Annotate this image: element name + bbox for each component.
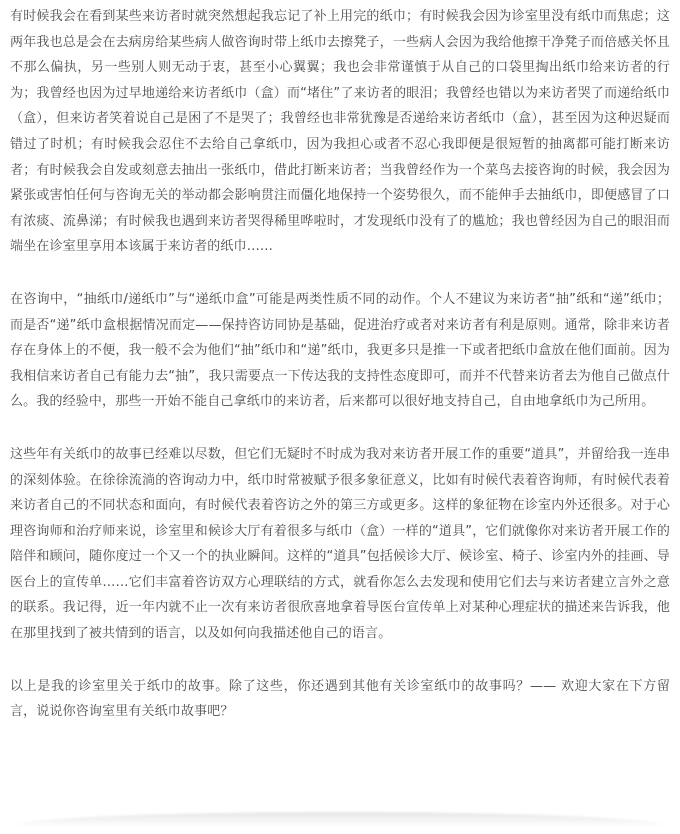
article-body — [10, 4, 670, 725]
paragraph-therapy-props: 这些年有关纸巾的故事已经难以尽数，但它们无疑时不时成为我对来访者开展工作的重要“道具”，并留给我一连串的深刻体验。在徐徐流淌的咨询动力中，纸巾时常被赋予很多象征意义，比如有时候代表着咨询师，有时候代表着来访者自己的不同状态和面向，有时候代表着咨访之外的第三方或更多。这样的象征物在诊室内外还很多。对于心理咨询师和治疗师来说，诊室里和候诊大厅有着很多与纸巾（盒）一样的“道具”，它们就像你对来访者开展工作的陪伴和顾问，随你度过一个又一个的执业瞬间。这样的“道具”包括候诊大厅、候诊室、椅子、诊室内外的挂画、导医台上的宣传单……它们丰富着咨访双方心理联结的方式，就看你怎么去发现和使用它们去与来访者建立言外之意的联系。我记得，近一年内就不止一次有来访者很欣喜地拿着导医台宣传单上对某种心理症状的描述来告诉我，他在那里找到了被共情到的语言，以及如何向我描述他自己的语言。 — [10, 446, 670, 642]
paragraph-tissue-handling: 在咨询中，“抽纸巾/递纸巾”与“递纸巾盒”可能是两类性质不同的动作。个人不建议为来访者“抽”纸和“递”纸巾；而是否“递”纸巾盒根据情况而定——保持咨访同协是基础，促进治疗或者对来访者有利是原则。通常，除非来访者存在身体上的不便，我一般不会为他们“抽”纸巾和“递”纸巾，我更多只是推一下或者把纸巾盒放在他们面前。因为我相信来访者自己有能力去“抽”，我只需要点一下传达我的支持性态度即可，而并不代替来访者去为他自己做点什么。我的经验中，那些一开始不能自己拿纸巾的来访者，后来都可以很好地支持自己，自由地拿纸巾为己所用。 — [10, 291, 670, 410]
paragraph-tissue-stories: 有时候我会在看到某些来访者时就突然想起我忘记了补上用完的纸巾；有时候我会因为诊室里没有纸巾而焦虑；这两年我也总是会在去病房给某些病人做咨询时带上纸巾去擦凳子，一些病人会因为我给他擦干净凳子而倍感关怀且不那么偏执，另一些别人则无动于衷，甚至小心翼翼；我也会非常谨慎于从自己的口袋里掏出纸巾给来访者的行为；我曾经也因为过早地递给来访者纸巾（盒）而“堵住”了来访者的眼泪；我曾经也错以为来访者哭了而递给纸巾（盒），但来访者笑着说自己是困了不是哭了；我曾经也非常犹豫是否递给来访者纸巾（盒），甚至因为这种迟疑而错过了时机；有时候我会忍住不去给自己拿纸巾，因为我担心或者不忍心我即便是很短暂的抽离都可能打断来访者；有时候我会自发或刻意去抽出一张纸巾，借此打断来访者；当我曾经作为一个菜鸟去接咨询的时候，我会因为紧张或害怕任何与咨询无关的举动都会影响贯注而僵化地保持一个姿势很久，而不能伸手去抽纸巾，即便感冒了口有浓痰、流鼻涕；有时候我也遇到来访者哭得稀里哗啦时，才发现纸巾没有了的尴尬；我也曾经因为自己的眼泪而端坐在诊室里享用本该属于来访者的纸巾…… — [10, 9, 670, 255]
paragraph-closing-invitation: 以上是我的诊室里关于纸巾的故事。除了这些，你还遇到其他有关诊室纸巾的故事吗？—— 欢迎大家在下方留言，说说你咨询室里有关纸巾故事吧？ — [10, 678, 670, 720]
bottom-divider-shadow — [14, 812, 666, 826]
